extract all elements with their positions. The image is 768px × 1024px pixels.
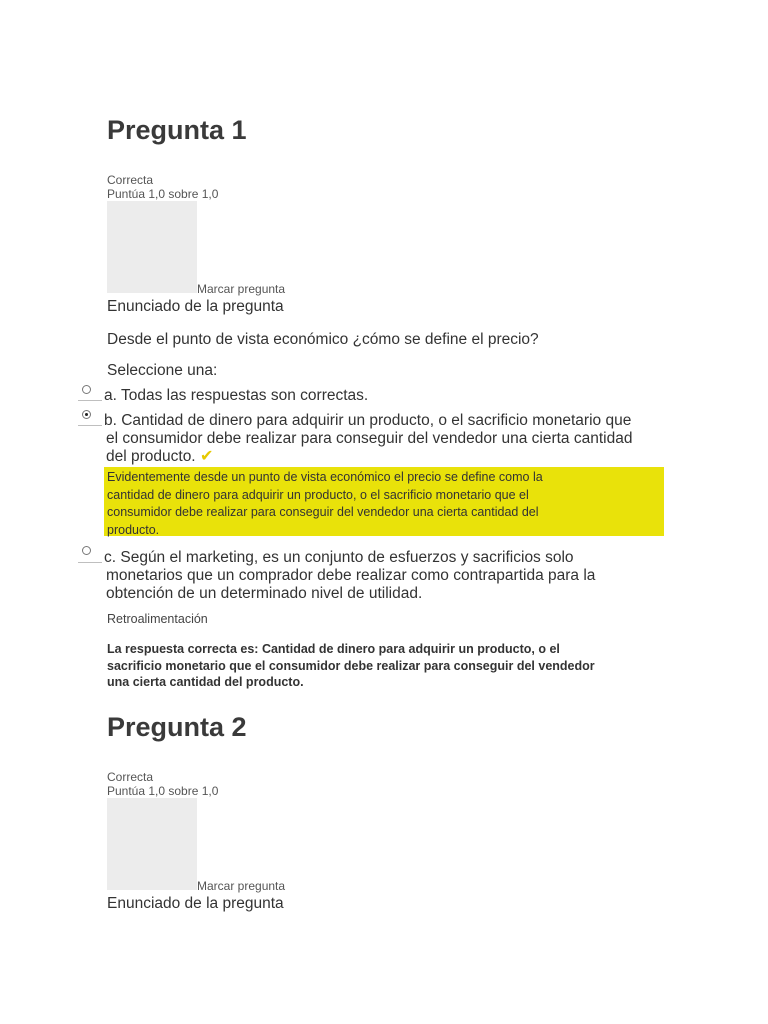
checkmark-icon: ✔ [199,448,214,465]
option-c-radio[interactable] [82,546,91,555]
question-1-title: Pregunta 1 [107,115,247,145]
feedback-heading: Retroalimentación [107,612,208,626]
question-2-title: Pregunta 2 [107,712,247,742]
option-b-text-line-1[interactable]: b. Cantidad de dinero para adquirir un producto, o el sacrificio monetario que [104,412,632,429]
question-1-select-prompt: Seleccione una: [107,362,218,379]
correct-answer-line-3: una cierta cantidad del producto. [107,675,304,689]
correct-answer-line-1: La respuesta correcta es: Cantidad de dinero para adquirir un producto, o el [107,642,560,656]
specific-feedback [104,467,664,536]
option-a-text[interactable]: a. Todas las respuestas son correctas. [104,387,369,404]
option-c-text-line-1[interactable]: c. Según el marketing, es un conjunto de esfuerzos y sacrificios solo [104,549,574,566]
specific-feedback-line-1: Evidentemente desde un punto de vista económico el precio se define como la [107,470,543,484]
option-c-text-line-2[interactable]: monetarios que un comprador debe realizar como contrapartida para la [106,567,596,584]
specific-feedback-line-3: consumidor debe realizar para conseguir del vendedor una cierta cantidad del [107,505,539,519]
question-2-score: Puntúa 1,0 sobre 1,0 [107,784,219,798]
option-a-underline [78,400,102,401]
option-b-underline [78,425,102,426]
question-1-flag-box[interactable] [107,201,197,293]
question-2-status: Correcta [107,770,154,784]
question-1-flag-label[interactable]: Marcar pregunta [197,282,286,296]
specific-feedback-line-2: cantidad de dinero para adquirir un producto, o el sacrificio monetario que el [107,487,529,502]
question-1-text: Desde el punto de vista económico ¿cómo se define el precio? [107,331,539,348]
correct-answer-line-2: sacrificio monetario que el consumidor debe realizar para conseguir del vendedor [107,658,595,673]
question-1-status: Correcta [107,173,154,187]
option-b-radio[interactable] [82,410,91,419]
question-2-flag-box[interactable] [107,798,197,890]
question-1-score: Puntúa 1,0 sobre 1,0 [107,187,219,201]
question-2-statement-label: Enunciado de la pregunta [107,895,284,912]
correct-answer [107,641,667,691]
option-a-radio[interactable] [82,385,91,394]
specific-feedback-line-4: producto. [107,522,160,537]
question-2-flag-label[interactable]: Marcar pregunta [197,879,286,893]
option-c-text-line-3[interactable]: obtención de un determinado nivel de utilidad. [106,585,423,602]
option-b-text-line-2[interactable]: el consumidor debe realizar para conseguir del vendedor una cierta cantidad [106,430,633,447]
option-c-underline [78,562,102,563]
question-1-statement-label: Enunciado de la pregunta [107,298,284,315]
option-b-text-line-3[interactable] [106,448,213,467]
option-b-text-line-3-label: del producto. [106,448,196,465]
